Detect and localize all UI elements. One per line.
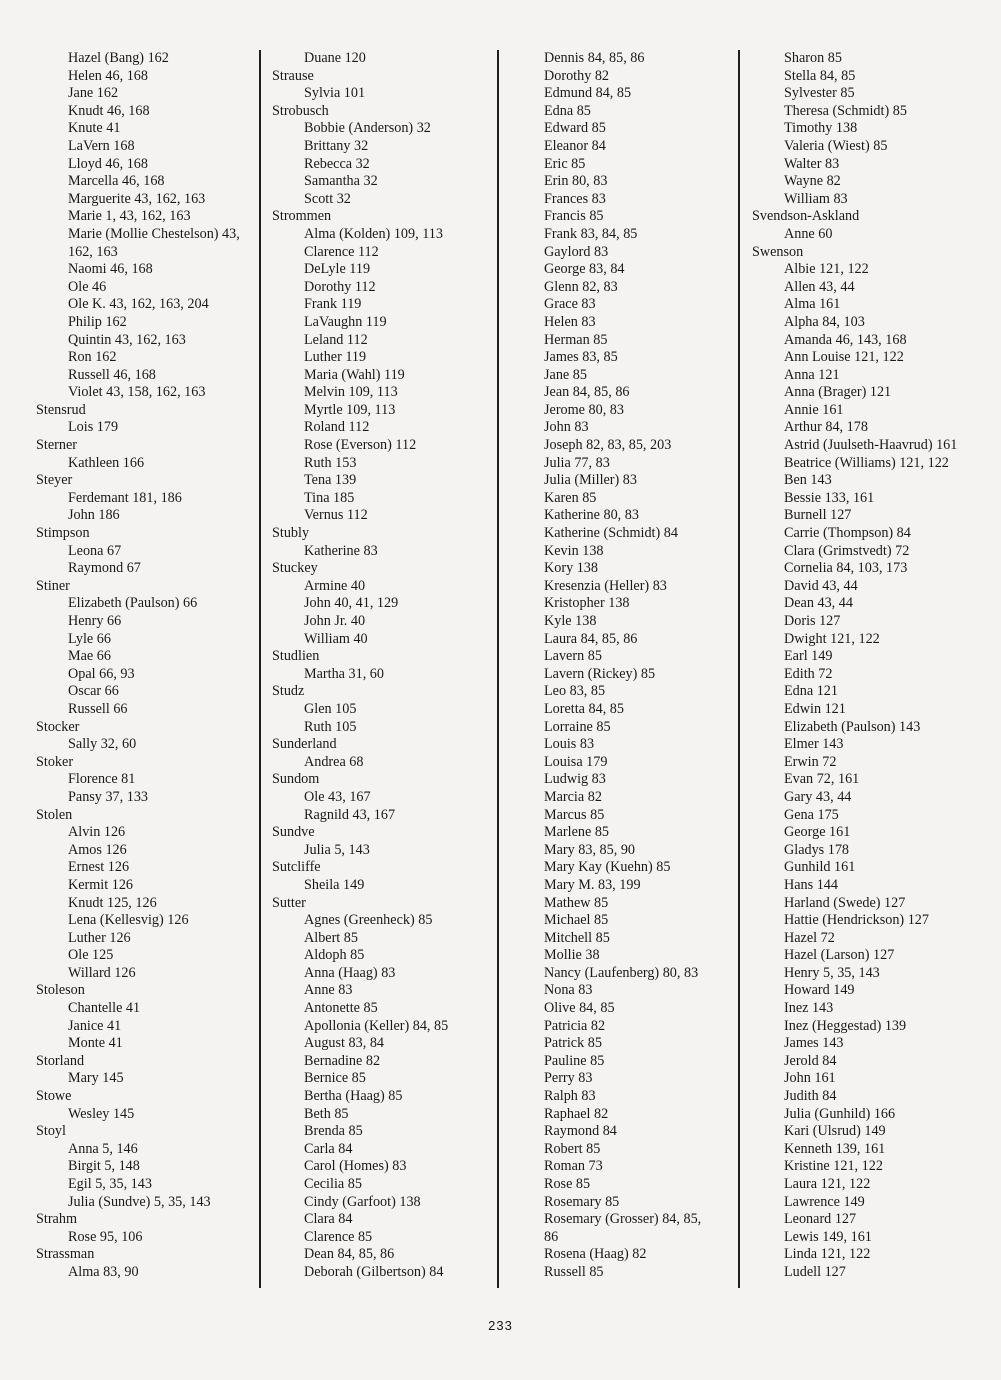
- index-subentry: LaVern 168: [68, 137, 135, 154]
- index-subentry: Philip 162: [68, 313, 127, 330]
- index-subentry: Edward 85: [544, 120, 606, 137]
- index-subentry: Alma 161: [784, 296, 841, 313]
- index-subentry: Doris 127: [784, 613, 841, 629]
- index-subentry: Andrea 68: [304, 753, 364, 770]
- index-subentry: Russell 85: [544, 1263, 604, 1280]
- index-surname: Sundve: [272, 824, 315, 841]
- index-subentry: Alvin 126: [68, 824, 126, 841]
- index-subentry: James 83, 85: [544, 349, 618, 366]
- index-surname: Sutter: [272, 894, 306, 911]
- index-surname: Strahm: [36, 1211, 77, 1228]
- index-subentry: John 161: [784, 1070, 836, 1087]
- index-subentry: Erin 80, 83: [544, 173, 608, 190]
- index-subentry: Anne 60: [784, 225, 833, 242]
- page-number: 233: [488, 1318, 513, 1333]
- index-subentry: Louisa 179: [544, 753, 608, 770]
- index-subentry: Marcus 85: [544, 806, 605, 823]
- index-subentry: Anna (Brager) 121: [784, 384, 892, 401]
- index-subentry: Lena (Kellesvig) 126: [68, 912, 189, 929]
- index-subentry: Joseph 82, 83, 85, 203: [544, 437, 672, 454]
- index-subentry: Rosemary 85: [544, 1193, 620, 1210]
- index-subentry: Lewis 149, 161: [784, 1228, 872, 1245]
- index-subentry: Alpha 84, 103: [784, 313, 865, 330]
- index-subentry: Grace 83: [544, 296, 596, 313]
- index-subentry: Helen 83: [544, 313, 596, 330]
- index-subentry: Kari (Ulsrud) 149: [784, 1123, 886, 1140]
- index-subentry: Frances 83: [544, 190, 606, 207]
- index-subentry: Florence 81: [68, 771, 136, 788]
- index-subentry: Kenneth 139, 161: [784, 1140, 886, 1157]
- index-subentry: Mary 145: [68, 1070, 124, 1087]
- index-subentry: Cornelia 84, 103, 173: [784, 560, 908, 577]
- index-subentry: Jerome 80, 83: [544, 401, 624, 418]
- index-subentry: Beatrice (Williams) 121, 122: [784, 454, 949, 471]
- index-subentry: Gena 175: [784, 806, 839, 823]
- index-subentry: Edmund 84, 85: [544, 85, 632, 102]
- index-subentry: Birgit 5, 148: [68, 1158, 140, 1175]
- index-subentry: Lois 179: [68, 419, 119, 436]
- index-subentry: William 83: [784, 190, 848, 207]
- index-subentry: Kristine 121, 122: [784, 1158, 883, 1175]
- index-subentry: Roman 73: [544, 1158, 603, 1175]
- index-subentry: Mary M. 83, 199: [544, 876, 641, 893]
- index-subentry: Karen 85: [544, 489, 597, 506]
- index-subentry: Antonette 85: [304, 1000, 378, 1017]
- index-subentry: John 186: [68, 507, 120, 524]
- index-subentry: Sheila 149: [304, 876, 365, 893]
- index-subentry: Evan 72, 161: [784, 771, 860, 788]
- index-subentry: Mary 83, 85, 90: [544, 841, 636, 858]
- index-subentry: Ole 43, 167: [304, 788, 371, 805]
- index-surname: Svendson-Askland: [752, 208, 860, 225]
- index-subentry: Sharon 85: [784, 50, 842, 66]
- index-subentry: Jane 162: [68, 85, 119, 102]
- index-subentry: Mathew 85: [544, 894, 609, 911]
- index-subentry: Melvin 109, 113: [304, 384, 398, 401]
- index-subentry: 86: [544, 1228, 559, 1245]
- index-subentry: Bertha (Haag) 85: [304, 1088, 403, 1105]
- index-subentry: 162, 163: [68, 243, 118, 260]
- index-subentry: Raphael 82: [544, 1105, 609, 1122]
- index-surname: Stolen: [36, 806, 73, 823]
- index-subentry: Albie 121, 122: [784, 261, 869, 278]
- index-subentry: Deborah (Gilbertson) 84: [304, 1263, 444, 1280]
- index-subentry: Pauline 85: [544, 1052, 605, 1069]
- index-subentry: Raymond 67: [68, 560, 141, 577]
- index-subentry: David 43, 44: [784, 577, 858, 594]
- index-subentry: Nona 83: [544, 982, 593, 999]
- index-subentry: George 161: [784, 824, 851, 841]
- index-surname: Stensrud: [36, 401, 86, 418]
- index-subentry: Julia (Miller) 83: [544, 472, 637, 489]
- index-subentry: Apollonia (Keller) 84, 85: [304, 1017, 449, 1034]
- index-subentry: Edwin 121: [784, 700, 846, 717]
- index-subentry: Marguerite 43, 162, 163: [68, 190, 206, 207]
- index-subentry: Bernice 85: [304, 1070, 366, 1087]
- index-subentry: Albert 85: [304, 929, 358, 946]
- index-subentry: Oscar 66: [68, 683, 119, 700]
- index-subentry: Ruth 105: [304, 718, 357, 735]
- index-subentry: Kermit 126: [68, 876, 134, 893]
- index-column-4: [752, 50, 977, 1282]
- index-subentry: DeLyle 119: [304, 261, 371, 278]
- index-subentry: Rebecca 32: [304, 155, 370, 172]
- index-subentry: Robert 85: [544, 1140, 601, 1157]
- index-subentry: Patrick 85: [544, 1035, 602, 1052]
- index-subentry: Laura 84, 85, 86: [544, 630, 638, 647]
- index-subentry: Eleanor 84: [544, 137, 606, 154]
- index-subentry: Beth 85: [304, 1105, 349, 1122]
- index-subentry: Willard 126: [68, 964, 136, 981]
- index-subentry: Howard 149: [784, 982, 855, 999]
- index-subentry: Kresenzia (Heller) 83: [544, 577, 667, 594]
- index-subentry: Olive 84, 85: [544, 1000, 615, 1017]
- index-subentry: Ferdemant 181, 186: [68, 489, 182, 506]
- index-subentry: Carol (Homes) 83: [304, 1158, 407, 1175]
- index-subentry: August 83, 84: [304, 1035, 385, 1052]
- index-subentry: Kathleen 166: [68, 454, 145, 471]
- index-subentry: Cindy (Garfoot) 138: [304, 1193, 421, 1210]
- index-subentry: Perry 83: [544, 1070, 593, 1087]
- index-subentry: Ole 46: [68, 278, 107, 295]
- index-subentry: Brittany 32: [304, 137, 369, 154]
- index-subentry: Martha 31, 60: [304, 665, 384, 682]
- index-subentry: Michael 85: [544, 912, 609, 929]
- index-subentry: Inez (Heggestad) 139: [784, 1017, 907, 1034]
- index-subentry: Ann Louise 121, 122: [784, 349, 904, 366]
- index-subentry: Kristopher 138: [544, 595, 630, 612]
- column-divider: [259, 50, 261, 1288]
- index-subentry: Valeria (Wiest) 85: [784, 137, 888, 154]
- index-subentry: Louis 83: [544, 736, 595, 753]
- index-subentry: Roland 112: [304, 419, 370, 436]
- index-subentry: Sylvia 101: [304, 85, 366, 102]
- index-surname: Studz: [272, 683, 305, 700]
- index-subentry: Inez 143: [784, 1000, 834, 1017]
- index-subentry: Naomi 46, 168: [68, 261, 153, 278]
- index-subentry: Samantha 32: [304, 173, 378, 190]
- index-subentry: Wesley 145: [68, 1105, 135, 1122]
- index-subentry: Jerold 84: [784, 1052, 837, 1069]
- index-surname: Stimpson: [36, 525, 90, 542]
- index-subentry: Armine 40: [304, 577, 366, 594]
- index-subentry: Arthur 84, 178: [784, 419, 868, 436]
- index-subentry: Hattie (Hendrickson) 127: [784, 912, 929, 929]
- index-subentry: Sally 32, 60: [68, 736, 137, 753]
- index-subentry: Gaylord 83: [544, 243, 609, 260]
- index-subentry: Julia (Gunhild) 166: [784, 1105, 896, 1122]
- index-subentry: Clara 84: [304, 1211, 353, 1228]
- index-subentry: Russell 46, 168: [68, 366, 156, 383]
- index-subentry: Hazel (Larson) 127: [784, 947, 895, 964]
- index-surname: Strobusch: [272, 102, 329, 119]
- index-subentry: Hans 144: [784, 876, 838, 893]
- index-subentry: Monte 41: [68, 1035, 123, 1052]
- index-subentry: Alma (Kolden) 109, 113: [304, 225, 443, 242]
- index-subentry: Kyle 138: [544, 613, 597, 629]
- index-subentry: Marlene 85: [544, 824, 610, 841]
- index-subentry: Allen 43, 44: [784, 278, 855, 295]
- index-subentry: Frank 119: [304, 296, 362, 313]
- index-subentry: Dean 84, 85, 86: [304, 1246, 395, 1263]
- index-surname: Sunderland: [272, 736, 337, 753]
- index-subentry: Henry 66: [68, 613, 122, 629]
- index-subentry: Amanda 46, 143, 168: [784, 331, 907, 348]
- index-subentry: Janice 41: [68, 1017, 122, 1034]
- index-subentry: Dorothy 112: [304, 278, 376, 295]
- index-subentry: Katherine 80, 83: [544, 507, 639, 524]
- index-subentry: Harland (Swede) 127: [784, 894, 906, 911]
- index-subentry: Rosena (Haag) 82: [544, 1246, 647, 1263]
- index-surname: Stoker: [36, 753, 74, 770]
- index-subentry: Ben 143: [784, 472, 832, 489]
- index-subentry: Timothy 138: [784, 120, 858, 137]
- index-subentry: Jane 85: [544, 366, 587, 383]
- index-subentry: Earl 149: [784, 648, 833, 665]
- index-subentry: Bernadine 82: [304, 1052, 381, 1069]
- index-subentry: Vernus 112: [304, 507, 368, 524]
- index-subentry: Lorraine 85: [544, 718, 611, 735]
- column-divider: [738, 50, 740, 1288]
- index-surname: Steyer: [36, 472, 73, 489]
- index-subentry: Ragnild 43, 167: [304, 806, 396, 823]
- index-subentry: Egil 5, 35, 143: [68, 1176, 152, 1192]
- index-subentry: Rosemary (Grosser) 84, 85,: [544, 1211, 702, 1228]
- index-subentry: Ludwig 83: [544, 771, 606, 788]
- index-subentry: Ludell 127: [784, 1263, 846, 1280]
- index-subentry: Amos 126: [68, 841, 127, 858]
- index-surname: Sterner: [36, 437, 77, 454]
- index-subentry: Burnell 127: [784, 507, 852, 524]
- index-subentry: Agnes (Greenheck) 85: [304, 912, 433, 929]
- index-subentry: Clara (Grimstvedt) 72: [784, 542, 910, 559]
- index-column-1: [36, 50, 261, 1282]
- index-surname: Studlien: [272, 648, 320, 665]
- index-subentry: Gladys 178: [784, 841, 850, 858]
- index-surname: Storland: [36, 1052, 85, 1069]
- index-subentry: Marcia 82: [544, 788, 602, 805]
- index-surname: Swenson: [752, 243, 804, 260]
- index-subentry: Alma 83, 90: [68, 1263, 139, 1280]
- index-subentry: Lavern (Rickey) 85: [544, 665, 656, 682]
- index-surname: Strassman: [36, 1246, 95, 1263]
- index-subentry: Luther 119: [304, 349, 367, 366]
- index-subentry: Judith 84: [784, 1088, 837, 1105]
- index-subentry: Stella 84, 85: [784, 67, 856, 84]
- index-subentry: Edna 121: [784, 683, 838, 700]
- index-surname: Sundom: [272, 771, 320, 788]
- index-subentry: Laura 121, 122: [784, 1176, 871, 1192]
- index-subentry: Maria (Wahl) 119: [304, 366, 405, 383]
- index-subentry: Aldoph 85: [304, 947, 365, 964]
- index-subentry: Carrie (Thompson) 84: [784, 525, 911, 542]
- index-subentry: Anne 83: [304, 982, 353, 999]
- index-subentry: Quintin 43, 162, 163: [68, 331, 186, 348]
- index-subentry: Frank 83, 84, 85: [544, 225, 638, 242]
- index-subentry: Marie 1, 43, 162, 163: [68, 208, 191, 225]
- index-subentry: Linda 121, 122: [784, 1246, 871, 1263]
- index-subentry: Raymond 84: [544, 1123, 617, 1140]
- index-subentry: Bobbie (Anderson) 32: [304, 120, 431, 137]
- index-subentry: Lawrence 149: [784, 1193, 865, 1210]
- index-subentry: Ralph 83: [544, 1088, 596, 1105]
- index-subentry: Nancy (Laufenberg) 80, 83: [544, 964, 699, 981]
- index-subentry: Julia 77, 83: [544, 454, 610, 471]
- index-subentry: Wayne 82: [784, 173, 841, 190]
- index-subentry: Mitchell 85: [544, 929, 610, 946]
- index-subentry: Leona 67: [68, 542, 122, 559]
- index-surname: Stoyl: [36, 1123, 66, 1140]
- index-subentry: Dean 43, 44: [784, 595, 853, 612]
- index-subentry: Marcella 46, 168: [68, 173, 165, 190]
- index-surname: Stuckey: [272, 560, 318, 577]
- index-subentry: Elizabeth (Paulson) 143: [784, 718, 921, 735]
- index-column-2: [272, 50, 497, 1282]
- index-subentry: Katherine (Schmidt) 84: [544, 525, 678, 542]
- index-subentry: Russell 66: [68, 700, 128, 717]
- index-subentry: Annie 161: [784, 401, 844, 418]
- index-subentry: Dorothy 82: [544, 67, 610, 84]
- index-subentry: Anna 5, 146: [68, 1140, 138, 1157]
- index-subentry: Mollie 38: [544, 947, 600, 964]
- index-surname: Stowe: [36, 1088, 72, 1105]
- index-subentry: Leonard 127: [784, 1211, 857, 1228]
- index-subentry: Astrid (Juulseth-Haavrud) 161: [784, 437, 958, 454]
- index-subentry: Elizabeth (Paulson) 66: [68, 595, 198, 612]
- index-subentry: Elmer 143: [784, 736, 844, 753]
- index-subentry: Lyle 66: [68, 630, 111, 647]
- index-subentry: Katherine 83: [304, 542, 378, 559]
- index-subentry: Walter 83: [784, 155, 840, 172]
- index-subentry: Gunhild 161: [784, 859, 856, 876]
- index-subentry: Knute 41: [68, 120, 121, 137]
- index-subentry: Theresa (Schmidt) 85: [784, 102, 907, 119]
- index-subentry: Marie (Mollie Chestelson) 43,: [68, 225, 240, 242]
- index-subentry: Sylvester 85: [784, 85, 855, 102]
- index-subentry: Knudt 46, 168: [68, 102, 150, 119]
- index-subentry: Leo 83, 85: [544, 683, 606, 700]
- index-subentry: LaVaughn 119: [304, 313, 387, 330]
- index-surname: Strommen: [272, 208, 332, 225]
- column-divider: [497, 50, 499, 1288]
- index-subentry: Ole K. 43, 162, 163, 204: [68, 296, 209, 313]
- index-subentry: Jean 84, 85, 86: [544, 384, 630, 401]
- index-subentry: Dennis 84, 85, 86: [544, 50, 645, 66]
- index-subentry: Kevin 138: [544, 542, 604, 559]
- index-subentry: Rose 95, 106: [68, 1228, 143, 1245]
- index-subentry: Eric 85: [544, 155, 586, 172]
- index-subentry: Loretta 84, 85: [544, 700, 624, 717]
- index-subentry: Kory 138: [544, 560, 598, 577]
- index-subentry: Herman 85: [544, 331, 608, 348]
- index-subentry: Brenda 85: [304, 1123, 363, 1140]
- index-subentry: Tena 139: [304, 472, 357, 489]
- index-subentry: Edith 72: [784, 665, 833, 682]
- index-subentry: Carla 84: [304, 1140, 353, 1157]
- index-subentry: John Jr. 40: [304, 613, 366, 629]
- index-subentry: Rose 85: [544, 1176, 591, 1192]
- index-subentry: George 83, 84: [544, 261, 625, 278]
- index-subentry: William 40: [304, 630, 368, 647]
- index-subentry: Francis 85: [544, 208, 604, 225]
- index-subentry: James 143: [784, 1035, 844, 1052]
- index-subentry: Mae 66: [68, 648, 111, 665]
- index-subentry: Tina 185: [304, 489, 355, 506]
- index-subentry: Clarence 85: [304, 1228, 373, 1245]
- index-subentry: John 83: [544, 419, 589, 436]
- index-subentry: Rose (Everson) 112: [304, 437, 417, 454]
- index-subentry: John 40, 41, 129: [304, 595, 399, 612]
- index-subentry: Luther 126: [68, 929, 131, 946]
- index-subentry: Violet 43, 158, 162, 163: [68, 384, 206, 401]
- index-subentry: Julia (Sundve) 5, 35, 143: [68, 1193, 211, 1210]
- index-subentry: Bessie 133, 161: [784, 489, 875, 506]
- index-surname: Stubly: [272, 525, 310, 542]
- index-subentry: Ernest 126: [68, 859, 130, 876]
- index-subentry: Lavern 85: [544, 648, 602, 665]
- index-subentry: Opal 66, 93: [68, 665, 135, 682]
- index-subentry: Ron 162: [68, 349, 117, 366]
- index-subentry: Scott 32: [304, 190, 351, 207]
- index-surname: Stiner: [36, 577, 70, 594]
- index-subentry: Chantelle 41: [68, 1000, 141, 1017]
- index-subentry: Mary Kay (Kuehn) 85: [544, 859, 671, 876]
- index-surname: Stoleson: [36, 982, 85, 999]
- index-surname: Sutcliffe: [272, 859, 321, 876]
- index-subentry: Hazel 72: [784, 929, 835, 946]
- index-subentry: Edna 85: [544, 102, 591, 119]
- index-subentry: Hazel (Bang) 162: [68, 50, 169, 66]
- index-subentry: Dwight 121, 122: [784, 630, 880, 647]
- index-subentry: Glen 105: [304, 700, 357, 717]
- index-surname: Strause: [272, 67, 314, 84]
- index-column-3: [512, 50, 737, 1282]
- index-subentry: Anna 121: [784, 366, 840, 383]
- index-subentry: Erwin 72: [784, 753, 837, 770]
- index-subentry: Anna (Haag) 83: [304, 964, 396, 981]
- index-subentry: Pansy 37, 133: [68, 788, 149, 805]
- index-subentry: Knudt 125, 126: [68, 894, 157, 911]
- index-subentry: Julia 5, 143: [304, 841, 370, 858]
- index-subentry: Gary 43, 44: [784, 788, 852, 805]
- index-subentry: Ole 125: [68, 947, 114, 964]
- index-subentry: Lloyd 46, 168: [68, 155, 148, 172]
- index-subentry: Myrtle 109, 113: [304, 401, 396, 418]
- index-subentry: Clarence 112: [304, 243, 379, 260]
- index-subentry: Glenn 82, 83: [544, 278, 618, 295]
- index-surname: Stocker: [36, 718, 80, 735]
- index-subentry: Patricia 82: [544, 1017, 606, 1034]
- index-subentry: Ruth 153: [304, 454, 357, 471]
- index-subentry: Leland 112: [304, 331, 368, 348]
- index-subentry: Cecilia 85: [304, 1176, 362, 1192]
- index-subentry: Duane 120: [304, 50, 366, 66]
- index-subentry: Helen 46, 168: [68, 67, 148, 84]
- index-subentry: Henry 5, 35, 143: [784, 964, 880, 981]
